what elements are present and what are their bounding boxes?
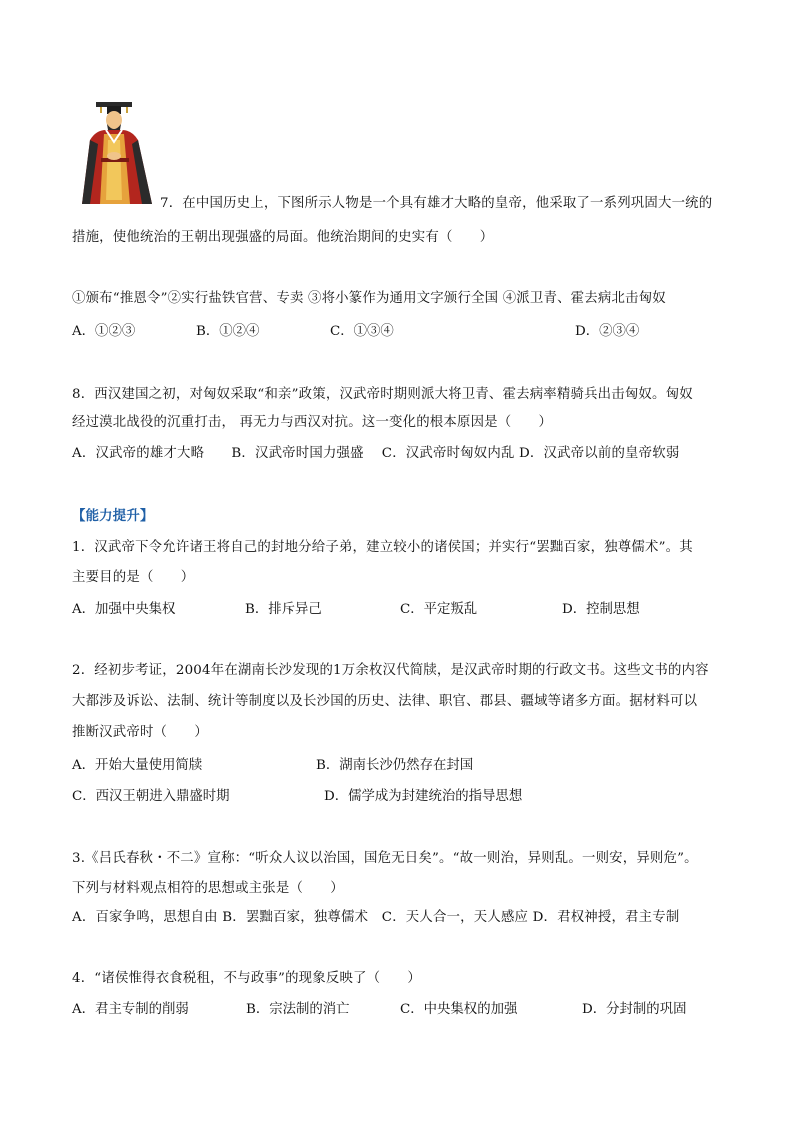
question-7-line-2: 措施，使他统治的王朝出现强盛的局面。他统治期间的史实有（ ） bbox=[72, 230, 494, 245]
problem-4-option-c[interactable]: C．中央集权的加强 bbox=[400, 1002, 518, 1017]
problem-2-option-c[interactable]: C．西汉王朝进入鼎盛时期 bbox=[72, 789, 230, 804]
problem-2-option-a[interactable]: A．开始大量使用简牍 bbox=[72, 758, 203, 773]
question-7-statements: ①颁布“推恩令”②实行盐铁官营、专卖 ③将小篆作为通用文字颁行全国 ④派卫青、霍去病北击匈奴 bbox=[72, 291, 666, 306]
problem-1-option-d[interactable]: D．控制思想 bbox=[562, 602, 640, 617]
section-heading: 【能力提升】 bbox=[72, 508, 154, 524]
problem-1-line-1: 1．汉武帝下令允许诸王将自己的封地分给子弟，建立较小的诸侯国；并实行“罢黜百家，独尊儒术”。其 bbox=[72, 540, 693, 555]
problem-2-line-1: 2．经初步考证，2004年在湖南长沙发现的1万余枚汉代简牍，是汉武帝时期的行政文书。这些文书的内容 bbox=[72, 663, 709, 678]
problem-1-line-2: 主要目的是（ ） bbox=[72, 570, 195, 585]
question-7-option-a[interactable]: A．①②③ bbox=[72, 324, 136, 339]
question-7-option-d[interactable]: D．②③④ bbox=[575, 324, 640, 339]
problem-2-option-d[interactable]: D．儒学成为封建统治的指导思想 bbox=[324, 789, 523, 804]
problem-3-line-1: 3.《吕氏春秋・不二》宣称：“听众人议以治国，国危无日矣”。“故一则治，异则乱。一则安，异则危”。 bbox=[72, 851, 698, 866]
question-7-option-b[interactable]: B．①②④ bbox=[196, 324, 260, 339]
emperor-portrait-image bbox=[76, 100, 158, 208]
problem-4-line-1: 4．“诸侯惟得衣食税租，不与政事”的现象反映了（ ） bbox=[72, 971, 421, 986]
problem-4-option-d[interactable]: D．分封制的巩固 bbox=[582, 1002, 687, 1017]
question-8-options[interactable]: A．汉武帝的雄才大略 B．汉武帝时国力强盛 C．汉武帝时匈奴内乱 D．汉武帝以前的皇帝软弱 bbox=[72, 446, 680, 461]
question-8-line-1: 8．西汉建国之初，对匈奴采取“和亲”政策，汉武帝时期则派大将卫青、霍去病率精骑兵出击匈奴。匈奴 bbox=[72, 387, 693, 402]
question-7-line-1: 7．在中国历史上，下图所示人物是一个具有雄才大略的皇帝，他采取了一系列巩固大一统的 bbox=[160, 196, 713, 211]
problem-4-option-b[interactable]: B．宗法制的消亡 bbox=[246, 1002, 350, 1017]
question-8-line-2: 经过漠北战役的沉重打击， 再无力与西汉对抗。这一变化的根本原因是（ ） bbox=[72, 415, 553, 430]
problem-4-option-a[interactable]: A．君主专制的削弱 bbox=[72, 1002, 189, 1017]
problem-2-option-b[interactable]: B．湖南长沙仍然存在封国 bbox=[316, 758, 474, 773]
problem-1-option-b[interactable]: B．排斥异己 bbox=[245, 602, 322, 617]
problem-3-line-2: 下列与材料观点相符的思想或主张是（ ） bbox=[72, 881, 344, 896]
problem-2-line-3: 推断汉武帝时（ ） bbox=[72, 725, 208, 740]
problem-2-line-2: 大都涉及诉讼、法制、统计等制度以及长沙国的历史、法律、职官、郡县、疆域等诸多方面。据材料可以 bbox=[72, 694, 698, 709]
problem-1-option-a[interactable]: A．加强中央集权 bbox=[72, 602, 176, 617]
problem-3-options[interactable]: A．百家争鸣，思想自由 B．罢黜百家，独尊儒术 C．天人合一，天人感应 D．君权神授，君主专制 bbox=[72, 910, 680, 925]
problem-1-option-c[interactable]: C．平定叛乱 bbox=[400, 602, 478, 617]
question-7-option-c[interactable]: C．①③④ bbox=[330, 324, 394, 339]
